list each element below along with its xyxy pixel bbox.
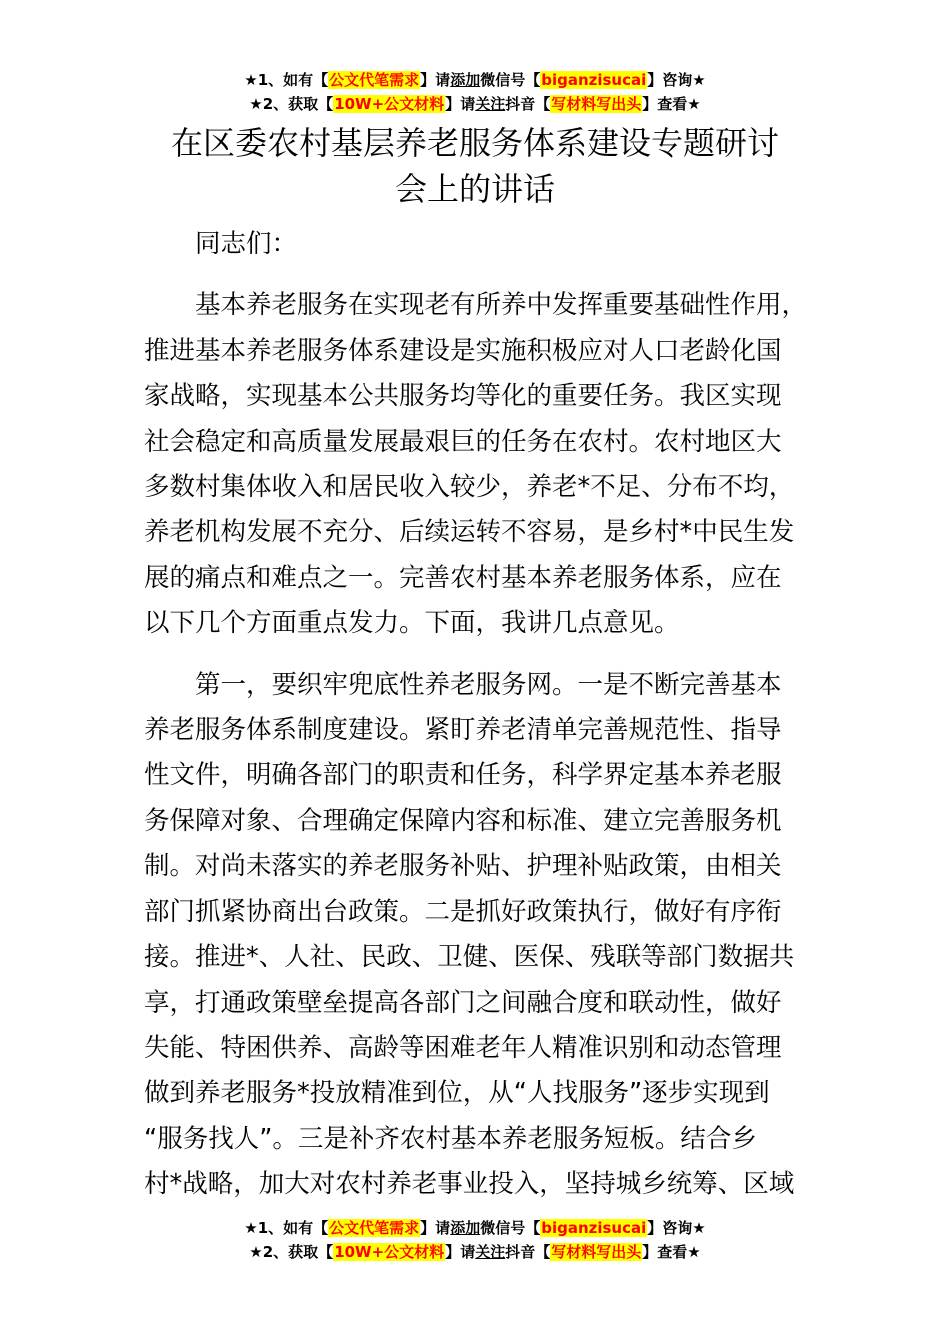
document-body xyxy=(144,222,834,1208)
highlight-wechat-id: biganzisucai xyxy=(541,71,647,89)
promo-line-1: ★1、如有【公文代笔需求】请添加微信号【biganzisucai】咨询★ xyxy=(244,71,706,89)
footer-promo-banner xyxy=(0,1216,950,1264)
salutation: 同志们： xyxy=(195,229,298,259)
highlight-service: 公文代笔需求 xyxy=(329,71,420,89)
paragraph-first-point: 第一，要织牢兜底性养老服务网。一是不断完善基本 养老服务体系制度建设。紧盯养老清单完善规范性、指导 性文件，明确各部门的职责和任务，科学界定基本养老服 务保障对象、合理确定保障内容和标准、建立完善服务机 制。对尚未落实的养老服务补贴、护理补贴政策，由相关 部门抓紧协商出台政策。二是抓好政策执行，做好有序衔 接。推进*、人社、民政、卫健、医保、残联等部门数据共 享，打通政策壁垒提高各部门之间融合度和联动性，做好 失能、特困供养、高龄等困难老年人精准识别和动态管理 做到养老服务*投放精准到位，从“人找服务”逐步实现到 “服务找人”。三是补齐农村基本养老服务短板。结合乡 村*战略，加大对农村养老事业投入，坚持城乡统筹、区域 xyxy=(144,669,795,1200)
header-promo-banner xyxy=(0,68,950,116)
promo-line-2: ★2、获取【10W+公文材料】请关注抖音【写材料写出头】查看★ xyxy=(249,1243,701,1261)
document-title xyxy=(120,120,830,212)
title-line-1: 在区委农村基层养老服务体系建设专题研讨 xyxy=(170,124,779,162)
promo-line-2: ★2、获取【10W+公文材料】请关注抖音【写材料写出头】查看★ xyxy=(249,95,701,113)
paragraph-intro: 基本养老服务在实现老有所养中发挥重要基础性作用， 推进基本养老服务体系建设是实施积极应对人口老龄化国 家战略，实现基本公共服务均等化的重要任务。我区实现 社会稳定和高质量发展最艰巨的任务在农村。农村地区大 多数村集体收入和居民收入较少，养老*不足、分布不均， 养老机构发展不充分、后续运转不容易，是乡村*中民生发 展的痛点和难点之一。完善农村基本养老服务体系，应在 以下几个方面重点发力。下面，我讲几点意见。 xyxy=(144,290,808,639)
title-line-2: 会上的讲话 xyxy=(394,170,555,208)
promo-line-1: ★1、如有【公文代笔需求】请添加微信号【biganzisucai】咨询★ xyxy=(244,1219,706,1237)
highlight-douyin: 写材料写出头 xyxy=(551,95,642,113)
highlight-douyin: 写材料写出头 xyxy=(551,1243,642,1261)
highlight-service: 公文代笔需求 xyxy=(329,1219,420,1237)
highlight-materials: 10W+公文材料 xyxy=(334,95,445,113)
highlight-wechat-id: biganzisucai xyxy=(541,1219,647,1237)
highlight-materials: 10W+公文材料 xyxy=(334,1243,445,1261)
